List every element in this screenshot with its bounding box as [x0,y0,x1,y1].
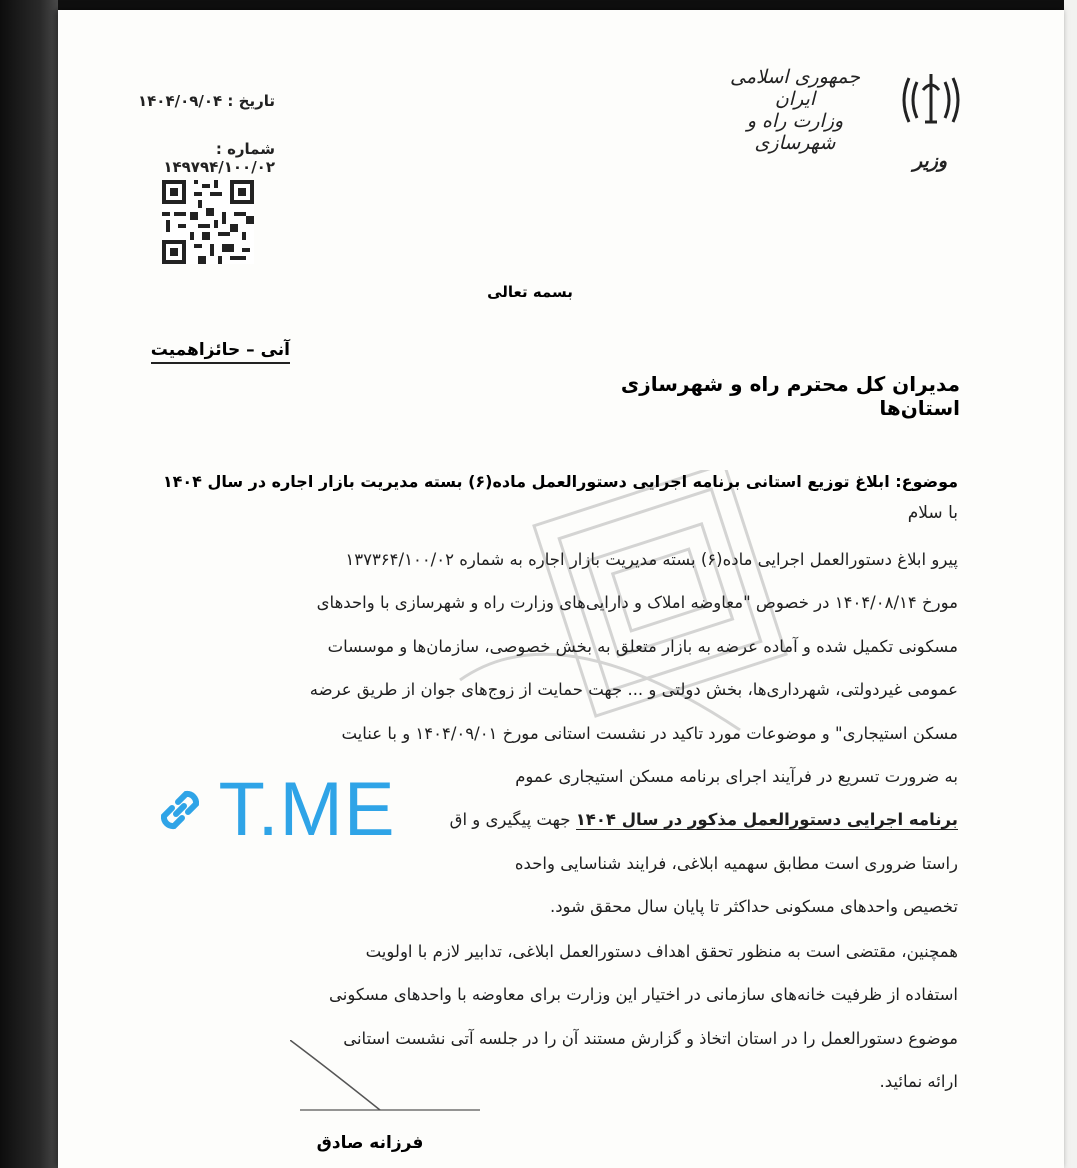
signer-name: فرزانه صادق [316,1133,424,1153]
para1-line: عمومی غیردولتی، شهرداری‌ها، بخش دولتی و ... جهت حمایت از زوج‌های جوان از طریق عرضه [309,680,958,700]
para2-line: ارائه نمائید. [879,1072,958,1092]
para1-line: پیرو ابلاغ دستورالعمل اجرایی ماده(۶) بسته مدیریت بازار اجاره به شماره ۱۳۷۳۶۴/۱۰۰/۰۲ [345,550,958,569]
para1-line-7-tail: جهت پیگیری و اق [449,810,571,830]
para1-line: به ضرورت تسریع در فرآیند اجرای برنامه مسکن استیجاری عموم [515,767,958,787]
org-line-2: وزارت راه و شهرسازی [746,110,844,154]
invocation: بسمه تعالی [487,283,573,301]
number-field: شماره : ۱۴۹۷۹۴/۱۰۰/۰۲ [163,140,275,176]
para1-line: راستا ضروری است مطابق سهمیه ابلاغی، فرایند شناسایی واحده [514,853,958,873]
telegram-link-overlay[interactable] [150,750,398,870]
org-line-1: جمهوری اسلامی ایران [730,66,860,110]
para1-line: مسکن استیجاری" و موضوعات مورد تاکید در نشست استانی مورخ ۱۴۰۴/۰۹/۰۱ و با عنایت [341,723,958,743]
para2-line: استفاده از ظرفیت خانه‌های سازمانی در اختیار این وزارت برای معاوضه با واحدهای مسکونی [328,985,958,1005]
urgency-label: آنی – حائزاهمیت [151,340,290,364]
handwritten-signature-icon [290,1040,490,1120]
link-icon [152,782,208,838]
date-field: تاریخ : ۱۴۰۴/۰۹/۰۴ [138,92,275,110]
paragraph-1 [153,538,958,929]
telegram-link-label: T.ME [218,767,396,852]
para2-line: همچنین، مقتضی است به منظور تحقق اهداف دستورالعمل ابلاغی، تدابیر لازم با اولویت [365,942,958,961]
addressee: مدیران کل محترم راه و شهرسازی استان‌ها [620,372,960,420]
org-office: وزیر [912,150,948,172]
left-shadow-band [0,0,58,1168]
subject-line: موضوع: ابلاغ توزیع استانی برنامه اجرایی دستورالعمل ماده(۶) بسته مدیریت بازار اجاره در سال ۱۴۰۴ [162,472,958,491]
greeting: با سلام [907,503,958,523]
right-border [1064,0,1077,1168]
emphasis-underline: برنامه اجرایی دستورالعمل مذکور در سال ۱۴۰۴ [575,810,958,830]
qr-code-icon [162,180,254,264]
top-border [0,0,1077,10]
paragraph-2 [153,930,958,1104]
iran-emblem-icon [895,60,967,140]
para1-line: مورخ ۱۴۰۴/۰۸/۱۴ در خصوص "معاوضه املاک و دارایی‌های وزارت راه و شهرسازی با واحدهای [316,593,958,613]
para2-line: موضوع دستورالعمل را در استان اتخاذ و گزارش مستند آن را در جلسه آتی نشست استانی [343,1028,958,1048]
para1-line: مسکونی تکمیل شده و آماده عرضه به بازار متعلق به بخش خصوصی، سازمان‌ها و موسسات [327,636,958,656]
para1-line: تخصیص واحدهای مسکونی حداکثر تا پایان سال محقق شود. [549,897,958,917]
